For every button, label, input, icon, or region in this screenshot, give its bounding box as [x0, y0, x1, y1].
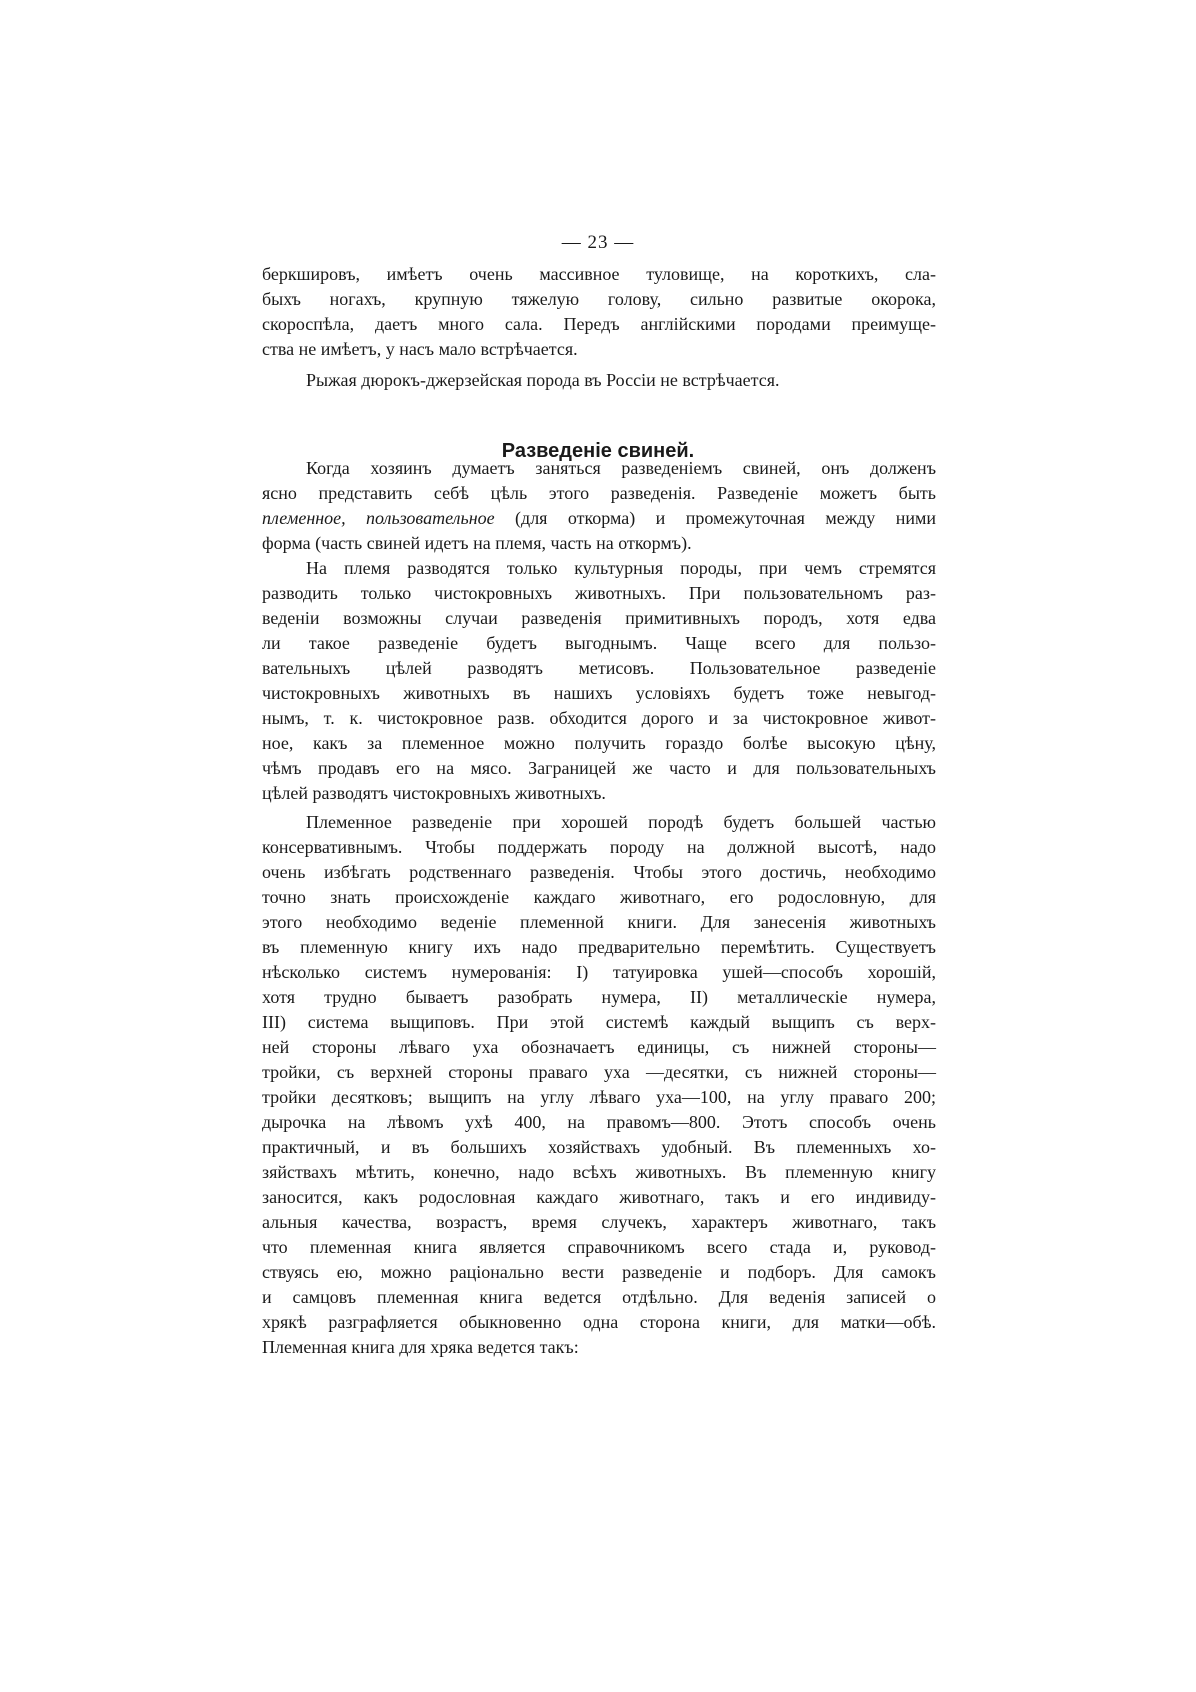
text-line: быхъ ногахъ, крупную тяжелую голову, сильно развитые окорока, — [262, 289, 936, 309]
text-line: альныя качества, возрастъ, время случекъ, характеръ животнаго, такъ — [262, 1212, 936, 1232]
text-line: точно знать происхожденіе каждаго животнаго, его родословную, для — [262, 887, 936, 907]
text-line: веденіи возможны случаи разведенія примитивныхъ породъ, хотя едва — [262, 608, 936, 628]
text-line: чистокровныхъ животныхъ въ нашихъ условіяхъ будетъ тоже невыгод- — [262, 683, 936, 703]
text-line: тройки, съ верхней стороны праваго уха —десятки, съ нижней стороны— — [262, 1062, 936, 1082]
text-line: III) система выщиповъ. При этой системѣ каждый выщипъ съ верх- — [262, 1012, 936, 1032]
text-line: нѣсколько системъ нумерованія: I) татуировка ушей—способъ хорошій, — [262, 962, 936, 982]
text-line: ное, какъ за племенное можно получить гораздо болѣе высокую цѣну, — [262, 733, 936, 753]
text-line: Когда хозяинъ думаетъ заняться разведеніемъ свиней, онъ долженъ — [306, 458, 936, 478]
page-number: — 23 — — [561, 232, 635, 253]
text-line: чѣмъ продавъ его на мясо. Заграницей же часто и для пользовательныхъ — [262, 758, 936, 778]
intro-paragraph — [262, 262, 936, 393]
text-line: вательныхъ цѣлей разводятъ метисовъ. Пользовательное разведеніе — [262, 658, 936, 678]
paragraph-3 — [262, 810, 936, 1360]
text-line: тройки десятковъ; выщипъ на углу лѣваго уха—100, на углу праваго 200; — [262, 1087, 936, 1107]
paragraph-2 — [262, 556, 936, 806]
text-line: форма (часть свиней идетъ на племя, часть на откормъ). — [262, 533, 692, 553]
text-line: ней стороны лѣваго уха обозначаетъ единицы, съ нижней стороны— — [262, 1037, 936, 1057]
text-line: консервативнымъ. Чтобы поддержать породу на должной высотѣ, надо — [262, 837, 936, 857]
italic-terms: племенное, пользовательное — [262, 508, 495, 528]
text-line: очень избѣгать родственнаго разведенія. Чтобы этого достичь, необходимо — [262, 862, 936, 882]
text-line: На племя разводятся только культурныя породы, при чемъ стремятся — [306, 558, 936, 578]
text-line: хрякѣ разграфляется обыкновенно одна сторона книги, для матки—обѣ. — [262, 1312, 936, 1332]
text-line: этого необходимо веденіе племенной книги. Для занесенія животныхъ — [262, 912, 936, 932]
text-line: цѣлей разводятъ чистокровныхъ животныхъ. — [262, 783, 606, 803]
text-line: разводить только чистокровныхъ животныхъ. При пользовательномъ раз- — [262, 583, 936, 603]
section-heading: Разведеніе свиней. — [501, 440, 695, 462]
text-line: хотя трудно бываетъ разобрать нумера, II) металлическіе нумера, — [262, 987, 936, 1007]
text-line: Племенное разведеніе при хорошей породѣ будетъ большей частью — [306, 812, 936, 832]
text-line: зяйствахъ мѣтить, конечно, надо всѣхъ животныхъ. Въ племенную книгу — [262, 1162, 936, 1182]
text-line: ства не имѣетъ, у насъ мало встрѣчается. — [262, 339, 578, 359]
text-line: дырочка на лѣвомъ ухѣ 400, на правомъ—800. Этотъ способъ очень — [262, 1112, 936, 1132]
text-span: (для откорма) и промежуточная между ними — [494, 508, 936, 528]
text-line: беркшировъ, имѣетъ очень массивное туловище, на короткихъ, сла- — [262, 264, 936, 284]
paragraph-1 — [262, 456, 936, 556]
text-line: что племенная книга является справочникомъ всего стада и, руковод- — [262, 1237, 936, 1257]
text-line: практичный, и въ большихъ хозяйствахъ удобный. Въ племенныхъ хо- — [262, 1137, 936, 1157]
text-line: Племенная книга для хряка ведется такъ: — [262, 1337, 579, 1357]
text-line-mixed — [262, 506, 936, 531]
text-line: ясно представить себѣ цѣль этого разведенія. Разведеніе можетъ быть — [262, 483, 936, 503]
text-line: заносится, какъ родословная каждаго животнаго, такъ и его индивиду- — [262, 1187, 936, 1207]
text-line: ствуясь ею, можно раціонально вести разведеніе и подборъ. Для самокъ — [262, 1262, 936, 1282]
text-line: скороспѣла, даетъ много сала. Передъ англійскими породами преимуще- — [262, 314, 936, 334]
text-line: и самцовъ племенная книга ведется отдѣльно. Для веденія записей о — [262, 1287, 936, 1307]
text-line: въ племенную книгу ихъ надо предварительно перемѣтить. Существуетъ — [262, 937, 936, 957]
text-line: нымъ, т. к. чистокровное разв. обходится дорого и за чистокровное живот- — [262, 708, 936, 728]
text-line: Рыжая дюрокъ-джерзейская порода въ Россіи не встрѣчается. — [306, 370, 780, 390]
text-line: ли такое разведеніе будетъ выгоднымъ. Чаще всего для пользо- — [262, 633, 936, 653]
